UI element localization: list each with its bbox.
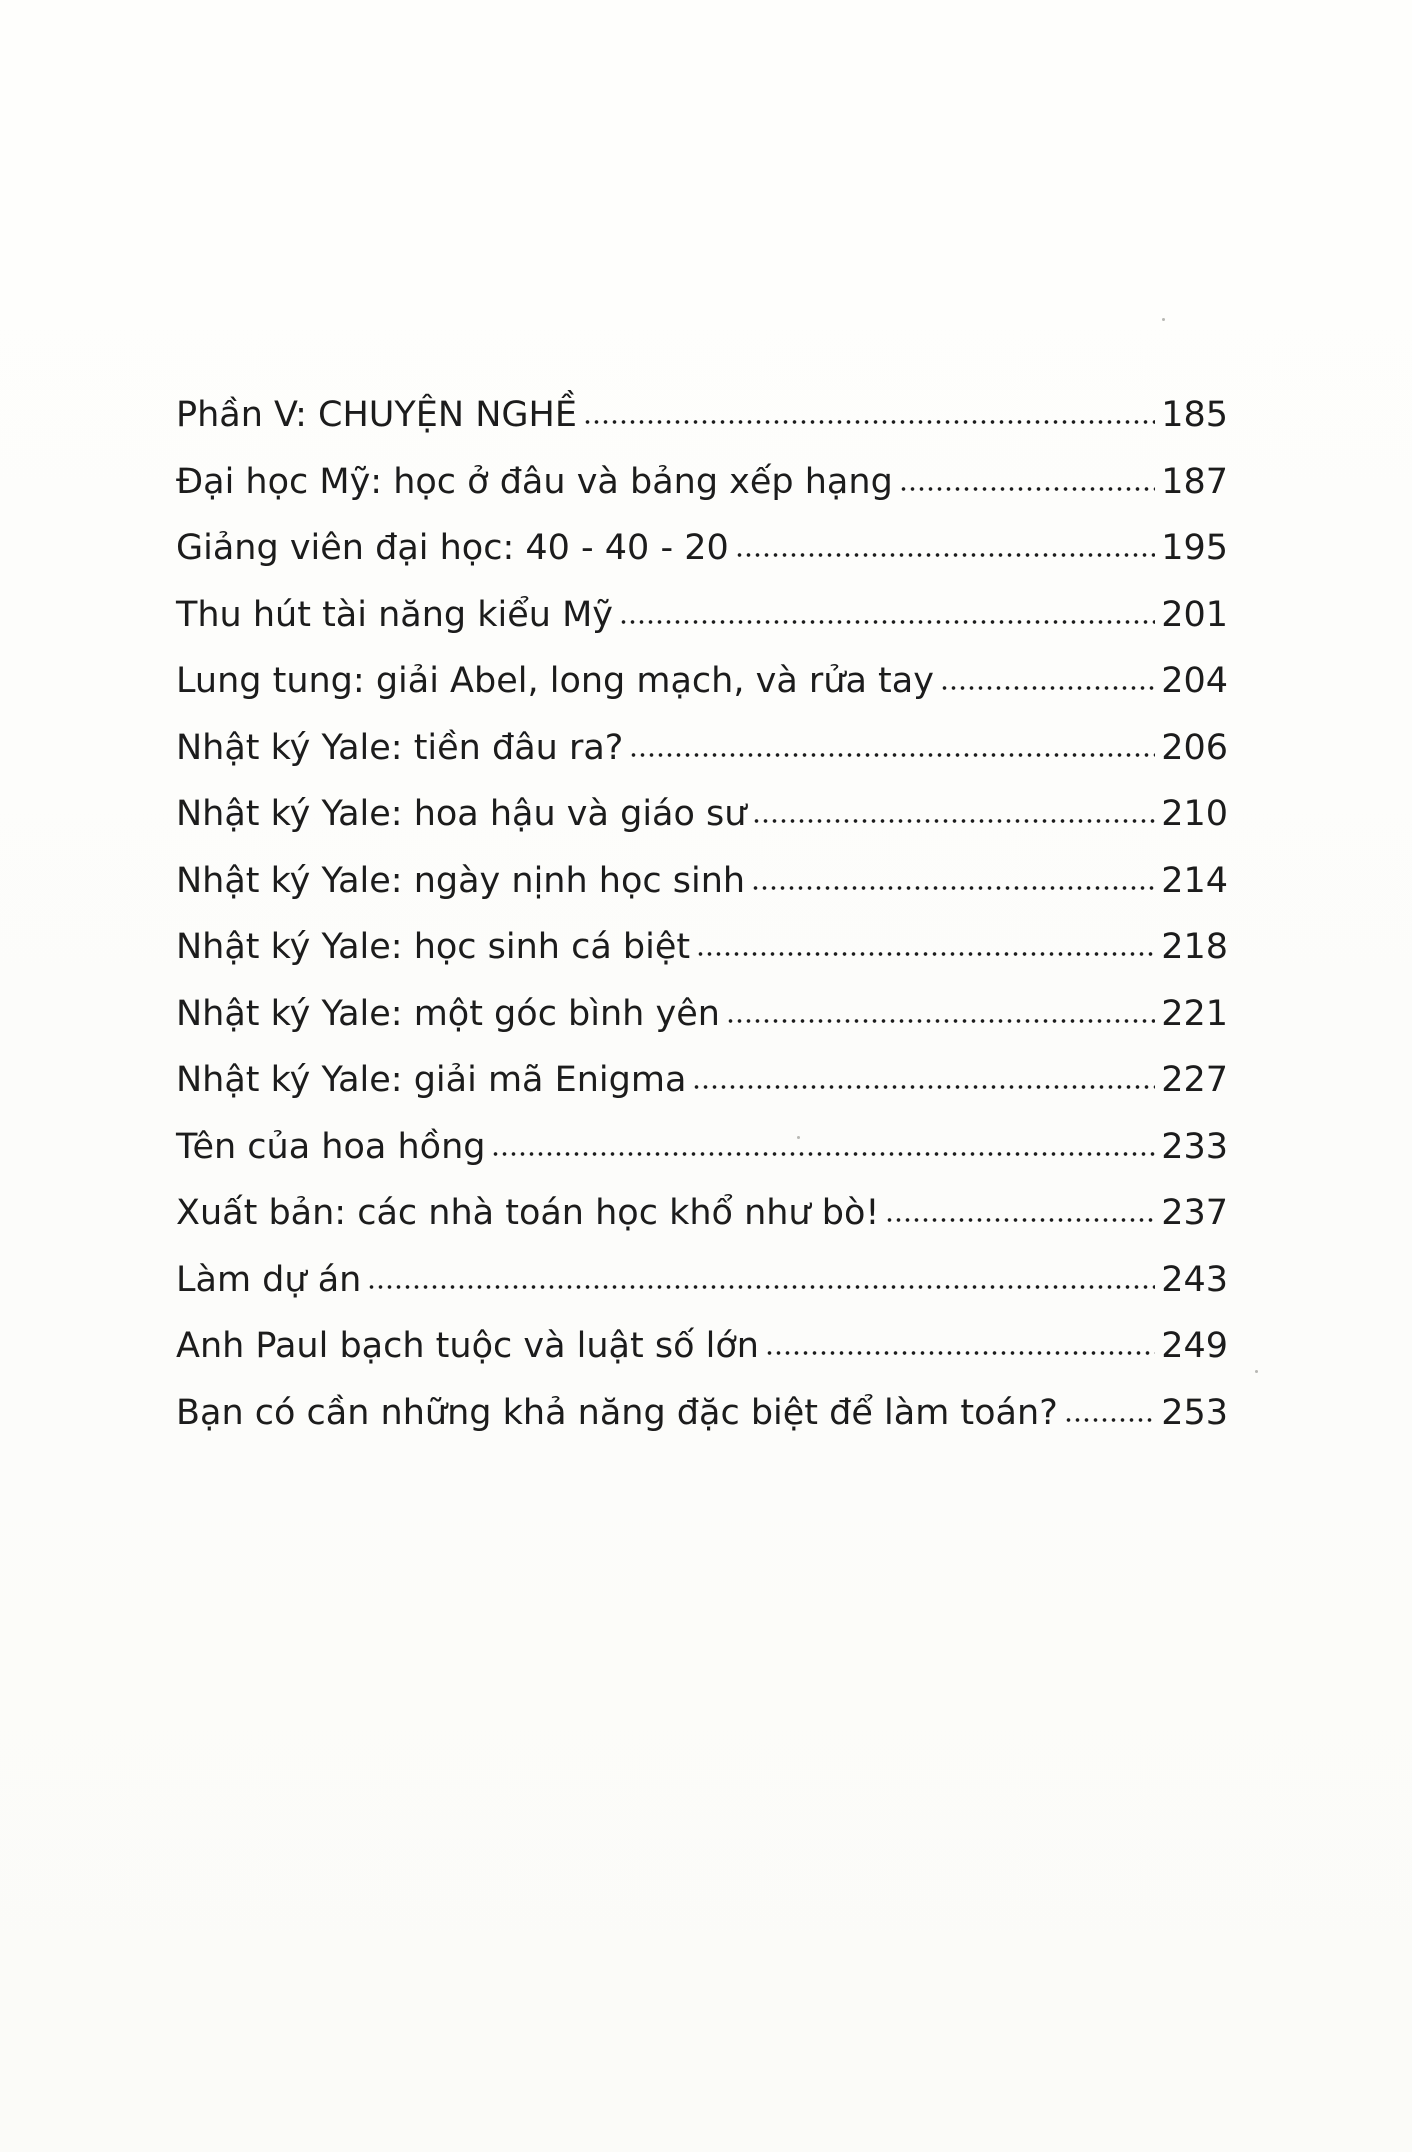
toc-dot-leader	[752, 819, 1155, 823]
toc-entry-title: Bạn có cần những khả năng đặc biệt để làm toán?	[176, 1392, 1058, 1433]
toc-entry	[176, 914, 1228, 981]
toc-entry	[176, 848, 1228, 915]
toc-entry-title: Nhật ký Yale: một góc bình yên	[176, 993, 720, 1034]
toc-entry-title: Nhật ký Yale: tiền đâu ra?	[176, 727, 624, 768]
toc-entry-page: 214	[1161, 860, 1228, 901]
toc-entry-page: 237	[1161, 1193, 1228, 1233]
toc-dot-leader	[1064, 1418, 1155, 1422]
toc-entry-page: 185	[1161, 395, 1228, 435]
print-speck	[1255, 1370, 1258, 1373]
toc-entry	[176, 1180, 1228, 1247]
toc-entry	[176, 981, 1228, 1048]
toc-entry-title: Phần V: CHUYỆN NGHỀ	[176, 395, 577, 435]
toc-dot-leader	[885, 1218, 1155, 1222]
toc-entry-page: 221	[1161, 993, 1228, 1034]
toc-entry-title: Nhật ký Yale: hoa hậu và giáo sư	[176, 794, 747, 834]
toc-entry	[176, 715, 1228, 782]
toc-dot-leader	[735, 553, 1155, 557]
toc-dot-leader	[765, 1351, 1155, 1355]
toc-entry-title: Thu hút tài năng kiểu Mỹ	[176, 594, 614, 635]
toc-entry-title: Nhật ký Yale: giải mã Enigma	[176, 1060, 687, 1100]
toc-entry	[176, 449, 1228, 516]
toc-entry-page: 204	[1161, 661, 1228, 701]
toc-entry-page: 210	[1161, 794, 1228, 834]
toc-entry	[176, 648, 1228, 715]
toc-entry-page: 195	[1161, 528, 1228, 568]
toc-entry-page: 233	[1161, 1126, 1228, 1167]
toc-entry-title: Giảng viên đại học: 40 - 40 - 20	[176, 528, 729, 568]
toc-dot-leader	[899, 487, 1155, 491]
toc-entry-page: 206	[1161, 727, 1228, 768]
toc-dot-leader	[491, 1152, 1155, 1156]
toc-dot-leader	[751, 886, 1155, 890]
toc-entry-title: Anh Paul bạch tuộc và luật số lớn	[176, 1326, 759, 1366]
toc-entry-title: Nhật ký Yale: học sinh cá biệt	[176, 927, 691, 967]
toc-entry-page: 201	[1161, 594, 1228, 635]
toc-entry	[176, 1313, 1228, 1380]
toc-entry-title: Làm dự án	[176, 1259, 362, 1300]
toc-entry-title: Tên của hoa hồng	[176, 1126, 486, 1167]
toc-entry-page: 218	[1161, 927, 1228, 967]
toc-entry	[176, 515, 1228, 582]
toc-dot-leader	[726, 1019, 1155, 1023]
toc-entry	[176, 582, 1228, 649]
toc-entry-page: 243	[1161, 1259, 1228, 1300]
toc-entry	[176, 781, 1228, 848]
toc-dot-leader	[696, 952, 1155, 956]
toc-dot-leader	[940, 686, 1155, 690]
toc-entry-title: Xuất bản: các nhà toán học khổ như bò!	[176, 1193, 880, 1233]
toc-dot-leader	[367, 1285, 1155, 1289]
toc-entry-title: Đại học Mỹ: học ở đâu và bảng xếp hạng	[176, 461, 893, 502]
toc-dot-leader	[583, 420, 1155, 424]
toc-dot-leader	[692, 1085, 1155, 1089]
toc-entry	[176, 1247, 1228, 1314]
toc-entry	[176, 382, 1228, 449]
print-speck	[1162, 318, 1165, 321]
toc-entry-page: 227	[1161, 1060, 1228, 1100]
toc-entry-page: 253	[1161, 1392, 1228, 1433]
toc-dot-leader	[629, 753, 1155, 757]
toc-dot-leader	[619, 620, 1155, 624]
toc-entry-title: Nhật ký Yale: ngày nịnh học sinh	[176, 860, 746, 901]
toc-entry-page: 249	[1161, 1326, 1228, 1366]
toc-entry	[176, 1380, 1228, 1447]
toc-entry-title: Lung tung: giải Abel, long mạch, và rửa tay	[176, 661, 934, 701]
table-of-contents	[176, 382, 1228, 1446]
toc-entry	[176, 1114, 1228, 1181]
toc-entry	[176, 1047, 1228, 1114]
toc-entry-page: 187	[1161, 461, 1228, 502]
